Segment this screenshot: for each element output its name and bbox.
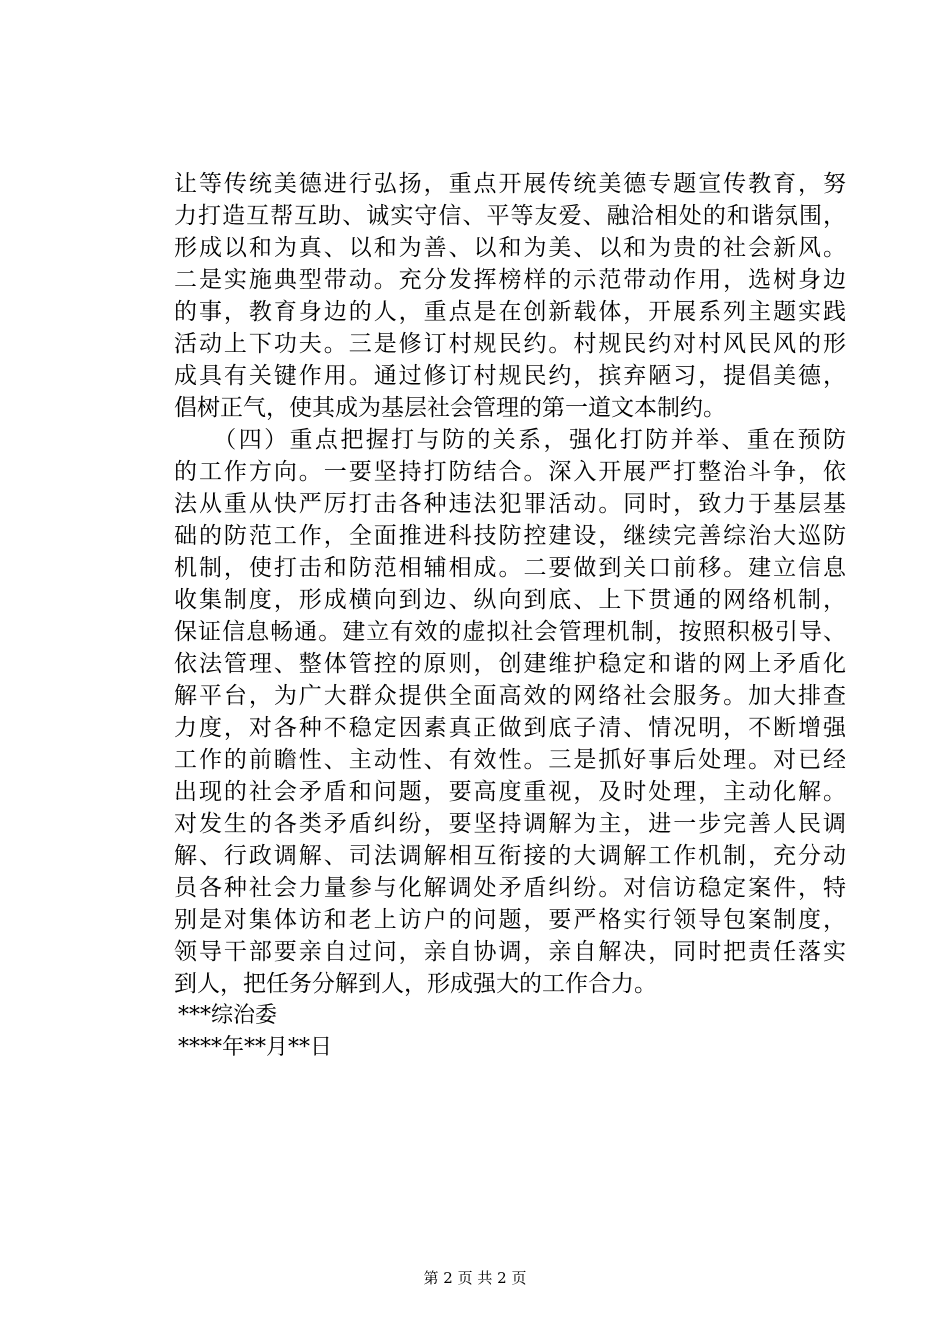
- body-line: 让等传统美德进行弘扬，重点开展传统美德专题宣传教育，努: [174, 171, 846, 197]
- body-line: 法从重从快严厉打击各种违法犯罪活动。同时，致力于基层基: [174, 491, 846, 517]
- body-line: 领导干部要亲自过问，亲自协调，亲自解决，同时把责任落实: [174, 939, 846, 965]
- body-line: 础的防范工作，全面推进科技防控建设，继续完善综治大巡防: [174, 523, 846, 549]
- body-line: 力度，对各种不稳定因素真正做到底子清、情况明，不断增强: [174, 715, 846, 741]
- body-line: 力打造互帮互助、诚实守信、平等友爱、融洽相处的和谐氛围，: [174, 203, 846, 229]
- body-line: 二是实施典型带动。充分发挥榜样的示范带动作用，选树身边: [174, 267, 846, 293]
- body-line: 员各种社会力量参与化解调处矛盾纠纷。对信访稳定案件，特: [174, 875, 846, 901]
- body-line: 解、行政调解、司法调解相互衔接的大调解工作机制，充分动: [174, 843, 846, 869]
- body-line: 别是对集体访和老上访户的问题，要严格实行领导包案制度，: [174, 907, 846, 933]
- page-number-footer: 第 2 页 共 2 页: [423, 1269, 527, 1287]
- body-line: （四）重点把握打与防的关系，强化打防并举、重在预防: [174, 427, 846, 453]
- signature-date: ****年**月**日: [178, 1035, 333, 1060]
- body-line: 倡树正气，使其成为基层社会管理的第一道文本制约。: [174, 395, 726, 421]
- body-line: 出现的社会矛盾和问题，要高度重视，及时处理，主动化解。: [174, 779, 846, 805]
- body-line: 活动上下功夫。三是修订村规民约。村规民约对村风民风的形: [174, 331, 846, 357]
- body-line: 收集制度，形成横向到边、纵向到底、上下贯通的网络机制，: [174, 587, 846, 613]
- body-line: 保证信息畅通。建立有效的虚拟社会管理机制，按照积极引导、: [174, 619, 846, 645]
- body-line: 工作的前瞻性、主动性、有效性。三是抓好事后处理。对已经: [174, 747, 846, 773]
- body-line: 对发生的各类矛盾纠纷，要坚持调解为主，进一步完善人民调: [174, 811, 846, 837]
- signature-organization: ***综治委: [178, 1003, 278, 1028]
- body-line: 解平台，为广大群众提供全面高效的网络社会服务。加大排查: [174, 683, 846, 709]
- body-line: 成具有关键作用。通过修订村规民约，摈弃陋习，提倡美德，: [174, 363, 846, 389]
- body-line: 依法管理、整体管控的原则，创建维护稳定和谐的网上矛盾化: [174, 651, 846, 677]
- body-line: 的事，教育身边的人，重点是在创新载体，开展系列主题实践: [174, 299, 846, 325]
- body-line: 到人，把任务分解到人，形成强大的工作合力。: [174, 971, 657, 997]
- document-body: [174, 168, 846, 1064]
- body-line: 的工作方向。一要坚持打防结合。深入开展严打整治斗争，依: [174, 459, 846, 485]
- body-line: 机制，使打击和防范相辅相成。二要做到关口前移。建立信息: [174, 555, 846, 581]
- body-line: 形成以和为真、以和为善、以和为美、以和为贵的社会新风。: [174, 235, 846, 261]
